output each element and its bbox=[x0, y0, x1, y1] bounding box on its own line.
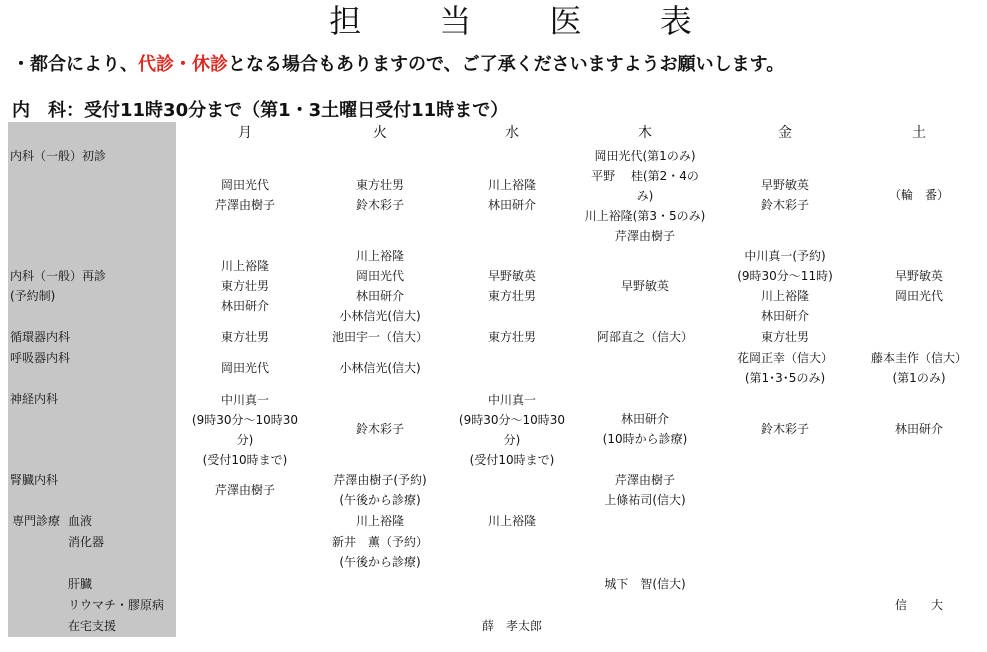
day-header-tue: 火 bbox=[373, 125, 387, 141]
doctor-entry: 岡田光代 bbox=[220, 361, 269, 375]
cell-junkanki-wed bbox=[442, 327, 582, 347]
cell-ketsueki-wed bbox=[442, 511, 582, 531]
cell-junkanki-fri bbox=[715, 327, 855, 347]
doctor-entry: (午後から診療) bbox=[339, 555, 421, 569]
doctor-entry: 林田研介 bbox=[894, 422, 943, 436]
doctor-entry: (10時から診療) bbox=[602, 432, 688, 446]
doctor-entry: 林田研介 bbox=[620, 412, 669, 426]
doctor-entry: (第1のみ) bbox=[892, 371, 946, 385]
cell-saishin-mon bbox=[175, 256, 315, 316]
doctor-entry: み) bbox=[636, 189, 654, 203]
doctor-entry: 平野 桂(第2・4の bbox=[591, 169, 699, 183]
notice-prefix: ・都合により、 bbox=[12, 54, 138, 75]
notice-highlight: 代診・休診 bbox=[138, 54, 228, 75]
doctor-entry: (9時30分～10時30 bbox=[191, 413, 299, 427]
doctor-entry: 中川真一 bbox=[487, 393, 536, 407]
doctor-entry: (受付10時まで) bbox=[202, 453, 288, 467]
cell-rheuma-sat bbox=[849, 595, 987, 615]
cell-jinzo-thu bbox=[575, 470, 715, 510]
doctor-entry: 川上裕隆(第3・5のみ) bbox=[584, 209, 706, 223]
row-label-shinkei: 神経内科 bbox=[10, 392, 59, 406]
doctor-entry: 信 大 bbox=[894, 598, 943, 612]
doctor-entry: 分) bbox=[503, 433, 521, 447]
doctor-entry: 林田研介 bbox=[220, 299, 269, 313]
cell-saishin-thu bbox=[575, 276, 715, 296]
row-label-senmon: 専門診療 bbox=[12, 514, 61, 528]
notice bbox=[12, 50, 784, 76]
day-header-wed: 水 bbox=[505, 125, 519, 141]
row-label-shoshin: 内科（一般）初診 bbox=[10, 149, 107, 163]
row-label-ketsueki: 血液 bbox=[68, 514, 93, 528]
doctor-entry: 花岡正幸（信大） bbox=[736, 351, 833, 365]
row-label-junkanki: 循環器内科 bbox=[10, 330, 71, 344]
day-header-mon: 月 bbox=[238, 125, 252, 141]
row-label-jinzo: 腎臓内科 bbox=[10, 473, 59, 487]
doctor-entry: 芹澤由樹子(予約) bbox=[333, 473, 427, 487]
cell-jinzo-mon bbox=[175, 480, 315, 500]
doctor-entry: 川上裕隆 bbox=[487, 514, 536, 528]
cell-shokaki-tue bbox=[310, 532, 450, 572]
doctor-entry: 薛 孝太郎 bbox=[481, 619, 542, 633]
doctor-entry: 林田研介 bbox=[355, 289, 404, 303]
department-header: 内 科：受付11時30分まで（第1・3土曜日受付11時まで） bbox=[12, 100, 509, 121]
doctor-entry: 川上裕隆 bbox=[487, 178, 536, 192]
notice-suffix: となる場合もありますので、ご了承くださいますようお願いします。 bbox=[228, 54, 785, 75]
doctor-entry: 東方壮男 bbox=[220, 330, 269, 344]
doctor-entry: (第1･3･5のみ) bbox=[744, 371, 826, 385]
doctor-entry: 芹澤由樹子 bbox=[614, 473, 675, 487]
doctor-entry: 新井 薫（予約） bbox=[331, 535, 428, 549]
doctor-entry: 東方壮男 bbox=[355, 178, 404, 192]
doctor-entry: 岡田光代(第1のみ) bbox=[594, 149, 696, 163]
cell-jinzo-tue bbox=[310, 470, 450, 510]
doctor-entry: 東方壮男 bbox=[487, 289, 536, 303]
doctor-entry: 川上裕隆 bbox=[355, 514, 404, 528]
doctor-entry: 鈴木彩子 bbox=[760, 198, 809, 212]
cell-kanzo-thu bbox=[575, 574, 715, 594]
doctor-entry: 東方壮男 bbox=[487, 330, 536, 344]
doctor-entry: (受付10時まで) bbox=[469, 453, 555, 467]
doctor-entry: 林田研介 bbox=[487, 198, 536, 212]
cell-shoshin-mon bbox=[175, 175, 315, 215]
day-header-fri: 金 bbox=[778, 125, 792, 141]
doctor-entry: 芹澤由樹子 bbox=[214, 198, 275, 212]
doctor-entry: (9時30分～11時) bbox=[737, 269, 833, 283]
row-label-zaitaku: 在宅支援 bbox=[68, 619, 117, 633]
cell-shoshin-sat bbox=[849, 185, 987, 205]
cell-kokyuki-mon bbox=[175, 358, 315, 378]
doctor-entry: 芹澤由樹子 bbox=[214, 483, 275, 497]
doctor-entry: 岡田光代 bbox=[894, 289, 943, 303]
cell-junkanki-tue bbox=[310, 327, 450, 347]
row-label-rheuma: リウマチ・膠原病 bbox=[68, 598, 165, 612]
cell-saishin-wed bbox=[442, 266, 582, 306]
cell-saishin-tue bbox=[310, 246, 450, 326]
doctor-entry: (9時30分～10時30 bbox=[458, 413, 566, 427]
cell-saishin-sat bbox=[849, 266, 987, 306]
doctor-entry: 芹澤由樹子 bbox=[614, 229, 675, 243]
cell-shinkei-tue bbox=[310, 419, 450, 439]
cell-shoshin-tue bbox=[310, 175, 450, 215]
doctor-entry: 早野敏英 bbox=[760, 178, 809, 192]
day-header-sat: 土 bbox=[912, 125, 926, 141]
row-label-saishin_2: (予約制) bbox=[10, 289, 56, 303]
row-label-kokyuki: 呼吸器内科 bbox=[10, 351, 71, 365]
cell-kokyuki-tue bbox=[310, 358, 450, 378]
page-title: 担 当 医 表 bbox=[329, 2, 726, 40]
doctor-entry: 川上裕隆 bbox=[355, 249, 404, 263]
doctor-entry: 中川真一 bbox=[220, 393, 269, 407]
doctor-entry: 早野敏英 bbox=[620, 279, 669, 293]
doctor-entry: 城下 智(信大) bbox=[604, 577, 686, 591]
cell-kokyuki-sat bbox=[849, 348, 987, 388]
doctor-entry: 池田宇一（信大） bbox=[331, 330, 428, 344]
row-label-saishin_1: 内科（一般）再診 bbox=[10, 269, 107, 283]
row-label-column bbox=[8, 122, 176, 637]
doctor-entry: 東方壮男 bbox=[760, 330, 809, 344]
cell-shinkei-thu bbox=[575, 409, 715, 449]
row-label-kanzo: 肝臓 bbox=[68, 577, 93, 591]
doctor-entry: 岡田光代 bbox=[220, 178, 269, 192]
doctor-entry: 岡田光代 bbox=[355, 269, 404, 283]
cell-junkanki-thu bbox=[575, 327, 715, 347]
cell-shoshin-fri bbox=[715, 175, 855, 215]
cell-shoshin-thu bbox=[575, 146, 715, 246]
cell-ketsueki-tue bbox=[310, 511, 450, 531]
cell-kokyuki-fri bbox=[715, 348, 855, 388]
doctor-entry: 鈴木彩子 bbox=[355, 198, 404, 212]
cell-zaitaku-wed bbox=[442, 616, 582, 636]
doctor-entry: 小林信光(信大) bbox=[339, 361, 421, 375]
cell-saishin-fri bbox=[715, 246, 855, 326]
doctor-entry: 林田研介 bbox=[760, 309, 809, 323]
row-label-shokaki: 消化器 bbox=[68, 535, 105, 549]
doctor-entry: (午後から診療) bbox=[339, 493, 421, 507]
doctor-entry: 分) bbox=[236, 433, 254, 447]
doctor-entry: 中川真一(予約) bbox=[744, 249, 826, 263]
doctor-entry: 川上裕隆 bbox=[760, 289, 809, 303]
doctor-entry: 早野敏英 bbox=[487, 269, 536, 283]
cell-junkanki-mon bbox=[175, 327, 315, 347]
cell-shinkei-fri bbox=[715, 419, 855, 439]
cell-shoshin-wed bbox=[442, 175, 582, 215]
doctor-entry: 鈴木彩子 bbox=[355, 422, 404, 436]
doctor-entry: 東方壮男 bbox=[220, 279, 269, 293]
doctor-entry: 川上裕隆 bbox=[220, 259, 269, 273]
doctor-entry: 小林信光(信大) bbox=[339, 309, 421, 323]
doctor-entry: 阿部直之（信大） bbox=[596, 330, 693, 344]
doctor-entry: 藤本圭作（信大） bbox=[870, 351, 967, 365]
cell-shinkei-wed bbox=[442, 390, 582, 470]
doctor-entry: 早野敏英 bbox=[894, 269, 943, 283]
doctor-entry: 上條祐司(信大) bbox=[604, 493, 686, 507]
cell-shinkei-mon bbox=[175, 390, 315, 470]
doctor-entry: 鈴木彩子 bbox=[760, 422, 809, 436]
doctor-entry: （輪 番） bbox=[888, 188, 949, 202]
day-header-thu: 木 bbox=[638, 125, 652, 141]
cell-shinkei-sat bbox=[849, 419, 987, 439]
